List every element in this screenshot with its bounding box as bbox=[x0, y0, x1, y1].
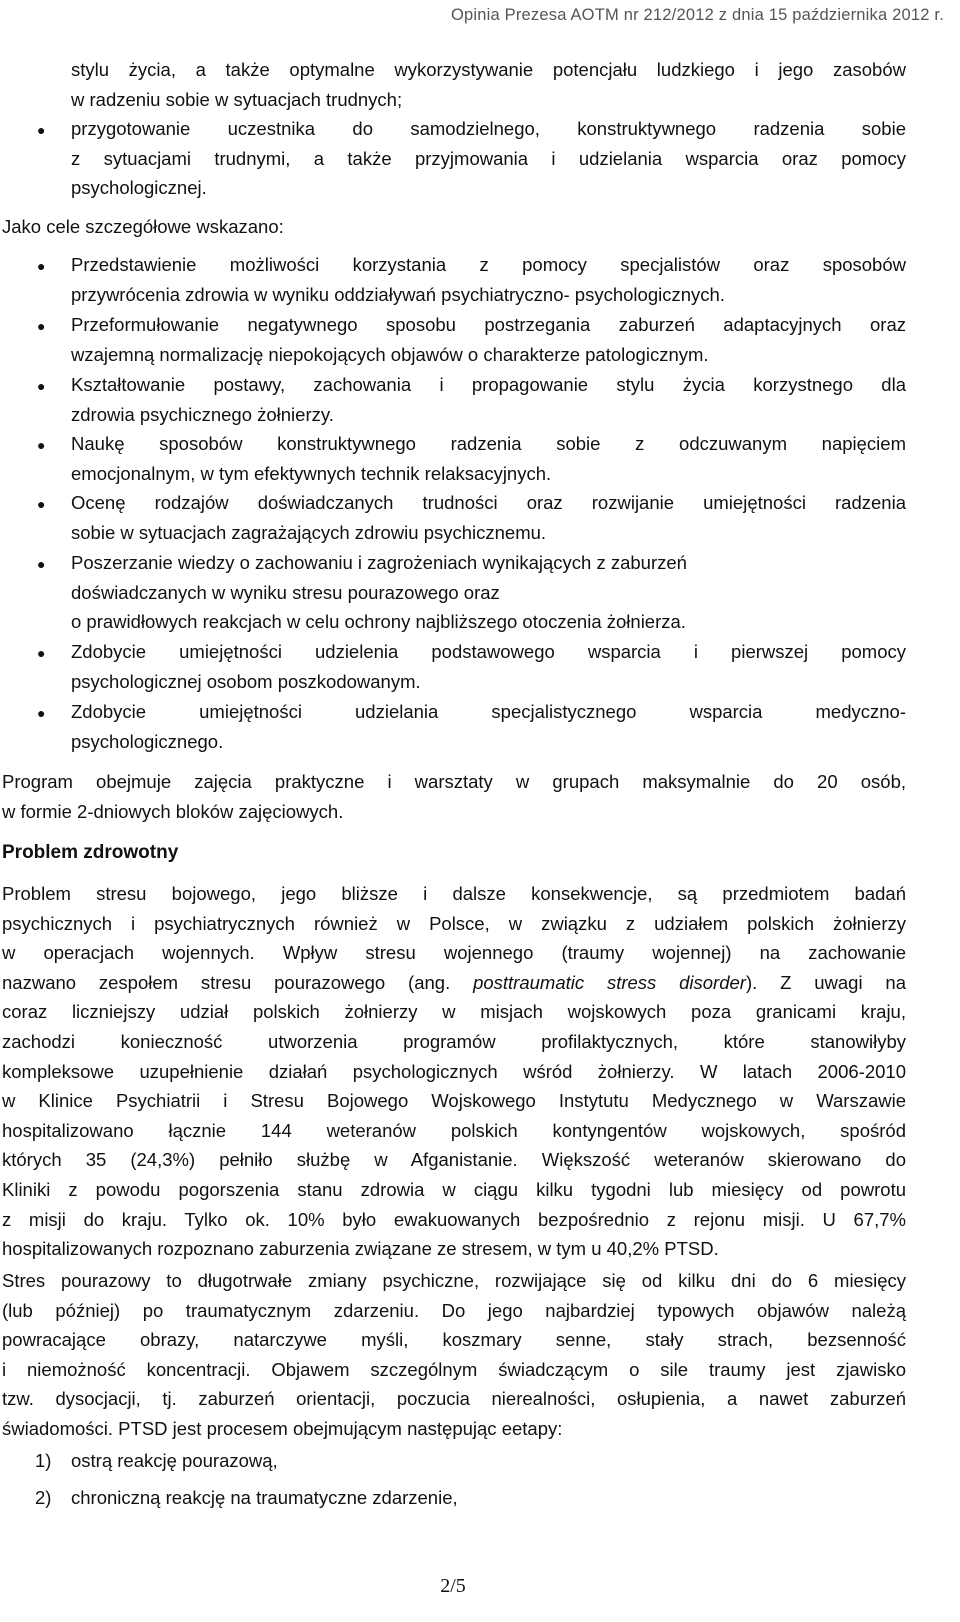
program-paragraph: Program obejmuje zajęcia praktyczne i warsztaty w grupach maksymalnie do 20 osób, w formie 2-dniowych bloków zajęciowych. bbox=[2, 771, 906, 822]
goals-intro: Jako cele szczegółowe wskazano: bbox=[2, 216, 284, 237]
body-paragraph: Stres pourazowy to długotrwałe zmiany psychiczne, rozwijające się od kilku dni do 6 miesięcy (lub później) po traumatycznym zdarzeniu. Do jego najbardziej typowych objawów należą powracające obrazy, natarczywe myśli, koszmary senne, stały strach, bezsenność i niemożność koncentracji. Objawem szczególnym świadczącym o sile traumy jest zjawisko tzw. dysocjacji, tj. zaburzeń orientacji, poczucia nierealności, osłupienia, a nawet zaburzeń świadomości. PTSD jest procesem obejmującym następując eetapy: bbox=[2, 1270, 906, 1439]
bullet-icon: ● bbox=[37, 318, 46, 334]
bullet-icon: ● bbox=[37, 705, 46, 721]
list-item: Ocenę rodzajów doświadczanych trudności oraz rozwijanie umiejętności radzenia sobie w sytuacjach zagrażających zdrowiu psychicznemu. bbox=[71, 492, 906, 543]
page-number: 2/5 bbox=[440, 1575, 466, 1597]
bullet-icon: ● bbox=[37, 122, 46, 138]
bullet-icon: ● bbox=[37, 496, 46, 512]
list-number: 2) bbox=[35, 1487, 52, 1508]
section-heading: Problem zdrowotny bbox=[2, 842, 179, 863]
list-item: chroniczną reakcję na traumatyczne zdarzenie, bbox=[71, 1487, 458, 1508]
bullet-icon: ● bbox=[37, 258, 46, 274]
list-item: Przeformułowanie negatywnego sposobu postrzegania zaburzeń adaptacyjnych oraz wzajemną normalizację niepokojących objawów o charakterze patologicznym. bbox=[71, 314, 906, 365]
list-item-continued: stylu życia, a także optymalne wykorzystywanie potencjału ludzkiego i jego zasobów w radzeniu sobie w sytuacjach trudnych; bbox=[71, 59, 906, 110]
bullet-icon: ● bbox=[37, 556, 46, 572]
bullet-icon: ● bbox=[37, 437, 46, 453]
document-header: Opinia Prezesa AOTM nr 212/2012 z dnia 15 października 2012 r. bbox=[450, 6, 944, 24]
list-item: Kształtowanie postawy, zachowania i propagowanie stylu życia korzystnego dla zdrowia psychicznego żołnierzy. bbox=[71, 374, 906, 425]
list-number: 1) bbox=[35, 1450, 52, 1471]
list-item: Poszerzanie wiedzy o zachowaniu i zagrożeniach wynikających z zaburzeń doświadczanych w wyniku stresu pourazowego oraz o prawidłowych reakcjach w celu ochrony najbliższego otoczenia żołnierza. bbox=[71, 552, 687, 633]
list-item: Naukę sposobów konstruktywnego radzenia sobie z odczuwanym napięciem emocjonalnym, w tym efektywnych technik relaksacyjnych. bbox=[71, 433, 906, 484]
body-paragraph: Problem stresu bojowego, jego bliższe i dalsze konsekwencje, są przedmiotem badań psychicznych i psychiatrycznych również w Polsce, w związku z udziałem polskich żołnierzy w operacjach wojennych. Wpływ stresu wojennego (traumy wojennej) na zachowanie nazwano zespołem stresu pourazowego (ang. posttraumatic stress disorder). Z uwagi na coraz liczniejszy udział polskich żołnierzy w misjach wojskowych poza granicami kraju, zachodzi konieczność utworzenia programów profilaktycznych, które stanowiłyby kompleksowe uzupełnienie działań psychologicznych wśród żołnierzy. W latach 2006-2010 w Klinice Psychiatrii i Stresu Bojowego Wojskowego Instytutu Medycznego w Warszawie hospitalizowano łącznie 144 weteranów polskich kontyngentów wojskowych, spośród których 35 (24,3%) pełniło służbę w Afganistanie. Większość weteranów skierowano do Kliniki z powodu pogorszenia stanu zdrowia w ciągu kilku tygodni lub miesięcy od powrotu z misji do kraju. Tylko ok. 10% było ewakuowanych bezpośrednio z rejonu misji. U 67,7% hospitalizowanych rozpoznano zaburzenia związane ze stresem, w tym u 40,2% PTSD. bbox=[2, 883, 906, 1260]
bullet-icon: ● bbox=[37, 645, 46, 661]
list-item: Zdobycie umiejętności udzielania specjalistycznego wsparcia medyczno- psychologicznego. bbox=[71, 701, 906, 752]
bullet-icon: ● bbox=[37, 378, 46, 394]
list-item: Przedstawienie możliwości korzystania z pomocy specjalistów oraz sposobów przywrócenia zdrowia w wyniku oddziaływań psychiatryczno- psychologicznych. bbox=[71, 254, 906, 305]
list-item: przygotowanie uczestnika do samodzielnego, konstruktywnego radzenia sobie z sytuacjami trudnymi, a także przyjmowania i udzielania wsparcia oraz pomocy psychologicznej. bbox=[71, 118, 906, 199]
list-item: Zdobycie umiejętności udzielenia podstawowego wsparcia i pierwszej pomocy psychologicznej osobom poszkodowanym. bbox=[71, 641, 906, 692]
list-item: ostrą reakcję pourazową, bbox=[71, 1450, 278, 1471]
